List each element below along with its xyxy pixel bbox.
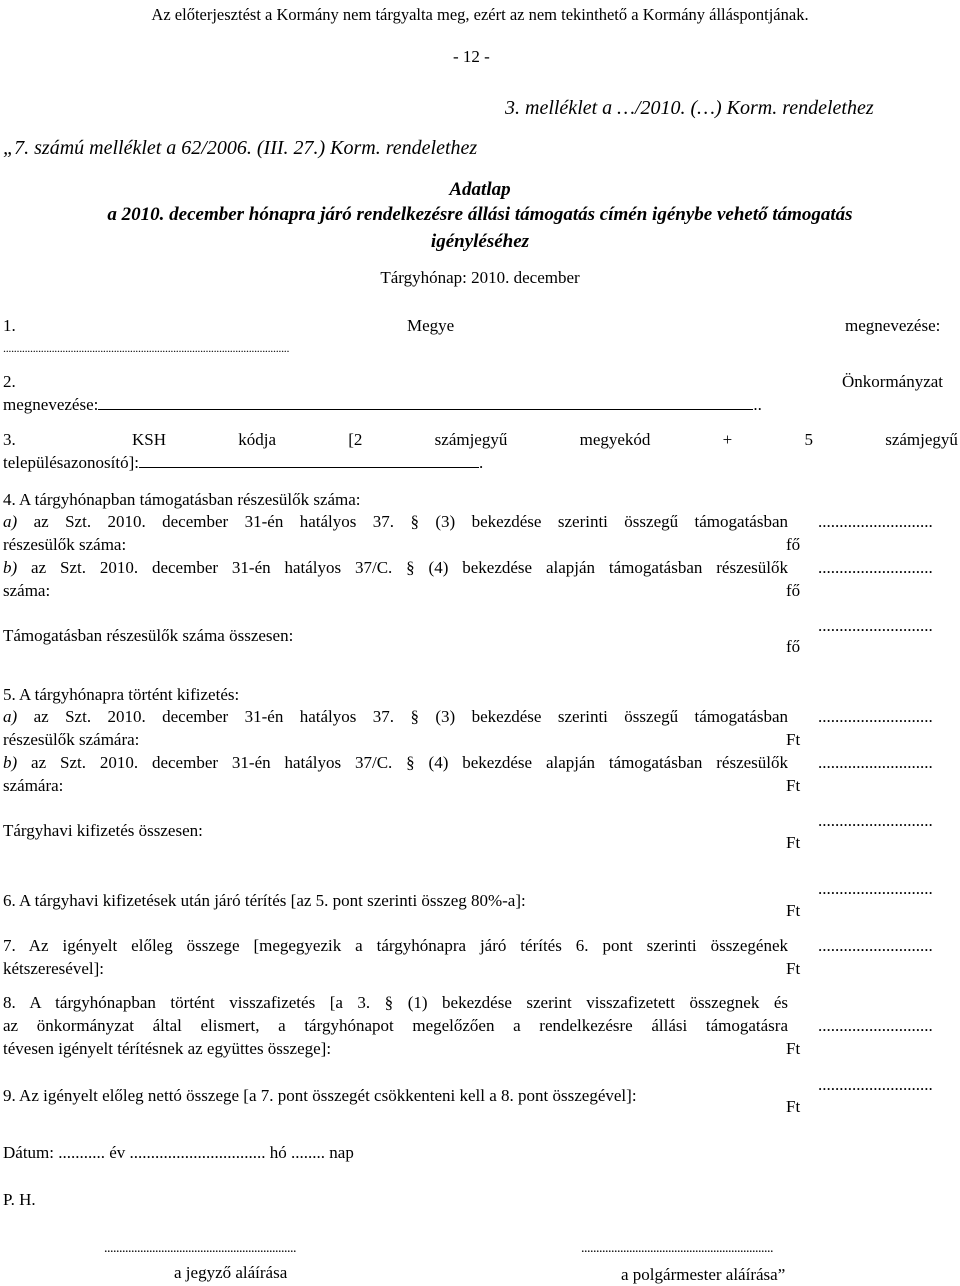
stamp-placeholder: P. H. xyxy=(3,1190,36,1209)
form-subtitle-cont: igényléséhez xyxy=(430,231,530,252)
annex-reference: 3. melléklet a …/2010. (…) Korm. rendelethez xyxy=(505,97,874,119)
item-4-total-value[interactable]: ........................... xyxy=(818,616,933,635)
form-subtitle: a 2010. december hónapra járó rendelkezésre állási támogatás címén igénybe vehető támogatás xyxy=(107,204,853,225)
item-2-label: megnevezése: .. xyxy=(3,395,762,414)
item-4b-line2: száma: xyxy=(3,581,51,600)
item-7-value[interactable]: ........................... xyxy=(818,936,933,955)
item-1-number: 1. xyxy=(3,316,16,335)
signature-label-notary: a jegyző aláírása xyxy=(174,1263,288,1282)
item-2-blank[interactable] xyxy=(98,395,753,410)
item-7-line1: 7. Az igényelt előleg összege [megegyezik a tárgyhónapra járó térítés 6. pont szerinti összegének xyxy=(3,936,788,955)
item-9-unit: Ft xyxy=(786,1097,801,1116)
item-5-total-label: Tárgyhavi kifizetés összesen: xyxy=(3,821,203,840)
date-line[interactable]: Dátum: ........... év ................................ hó ........ nap xyxy=(3,1143,354,1162)
item-5a-value[interactable]: ........................... xyxy=(818,707,933,726)
item-5b-line1: b) az Szt. 2010. december 31-én hatályos 37/C. § (4) bekezdése alapján támogatásban részesülők xyxy=(3,753,788,772)
item-8-line2: az önkormányzat által elismert, a tárgyhónapot megelőzően a rendelkezésre állási támogatásra xyxy=(3,1016,788,1035)
item-6-label: 6. A tárgyhavi kifizetések után járó térítés [az 5. pont szerinti összeg 80%-a]: xyxy=(3,891,526,910)
item-1-label: megnevezése: xyxy=(845,316,941,335)
item-5b-value[interactable]: ........................... xyxy=(818,753,933,772)
item-5b-unit: Ft xyxy=(786,776,801,795)
item-3-line: 3. KSH kódja [2 számjegyű megyekód + 5 számjegyű xyxy=(3,430,958,449)
item-4a-line2: részesülők száma: xyxy=(3,535,127,554)
item-5b-line2: számára: xyxy=(3,776,64,795)
page-number: - 12 - xyxy=(453,47,490,66)
item-4a-line1: a) az Szt. 2010. december 31-én hatályos 37. § (3) bekezdése szerinti összegű támogatásban xyxy=(3,512,789,531)
item-5-total-value[interactable]: ........................... xyxy=(818,811,933,830)
item-8-line1: 8. A tárgyhónapban történt visszafizetés [a 3. § (1) bekezdése szerint visszafizetett összegnek és xyxy=(3,993,788,1012)
item-4-title: 4. A tárgyhónapban támogatásban részesülők száma: xyxy=(3,490,361,509)
annex-title: „7. számú melléklet a 62/2006. (III. 27.) Korm. rendelethez xyxy=(3,137,478,159)
item-6-value[interactable]: ........................... xyxy=(818,879,933,898)
item-4-total-unit: fő xyxy=(786,637,801,656)
item-6-unit: Ft xyxy=(786,901,801,920)
item-8-line3: tévesen igényelt térítésnek az együttes összege]: xyxy=(3,1039,332,1058)
item-1-word: Megye xyxy=(407,316,455,335)
signature-line-mayor[interactable]: ................................................................ xyxy=(581,1241,773,1256)
item-2-word: Önkormányzat xyxy=(842,372,944,391)
item-4a-value[interactable]: ........................... xyxy=(818,512,933,531)
item-4b-value[interactable]: ........................... xyxy=(818,558,933,577)
item-9-label: 9. Az igényelt előleg nettó összege [a 7. pont összegét csökkenteni kell a 8. pont összegével]: xyxy=(3,1086,637,1105)
form-title: Adatlap xyxy=(449,179,511,200)
item-5a-line1: a) az Szt. 2010. december 31-én hatályos 37. § (3) bekezdése szerinti összegű támogatásban xyxy=(3,707,789,726)
item-2-number: 2. xyxy=(3,372,16,391)
item-4-total-label: Támogatásban részesülők száma összesen: xyxy=(3,626,294,645)
item-8-value[interactable]: ........................... xyxy=(818,1016,933,1035)
item-7-unit: Ft xyxy=(786,959,801,978)
subject-month: Tárgyhónap: 2010. december xyxy=(380,268,580,287)
signature-line-notary[interactable]: ................................................................ xyxy=(104,1241,296,1256)
item-5a-unit: Ft xyxy=(786,730,801,749)
item-5a-line2: részesülők számára: xyxy=(3,730,140,749)
item-3-label: településazonosító]: . xyxy=(3,453,484,472)
item-5-total-unit: Ft xyxy=(786,833,801,852)
item-9-value[interactable]: ........................... xyxy=(818,1075,933,1094)
item-4b-line1: b) az Szt. 2010. december 31-én hatályos 37/C. § (4) bekezdése alapján támogatásban részesülők xyxy=(3,558,788,577)
signature-label-mayor: a polgármester aláírása” xyxy=(621,1265,786,1284)
item-4a-unit: fő xyxy=(786,535,801,554)
item-1-blank[interactable]: .......................................................................................................... xyxy=(3,341,290,355)
item-7-line2: kétszeresével]: xyxy=(3,959,104,978)
confidentiality-notice: Az előterjesztést a Kormány nem tárgyalta meg, ezért az nem tekinthető a Kormány álláspontjának. xyxy=(151,5,809,24)
item-3-blank[interactable] xyxy=(139,453,479,468)
item-5-title: 5. A tárgyhónapra történt kifizetés: xyxy=(3,685,240,704)
item-8-unit: Ft xyxy=(786,1039,801,1058)
item-4b-unit: fő xyxy=(786,581,801,600)
